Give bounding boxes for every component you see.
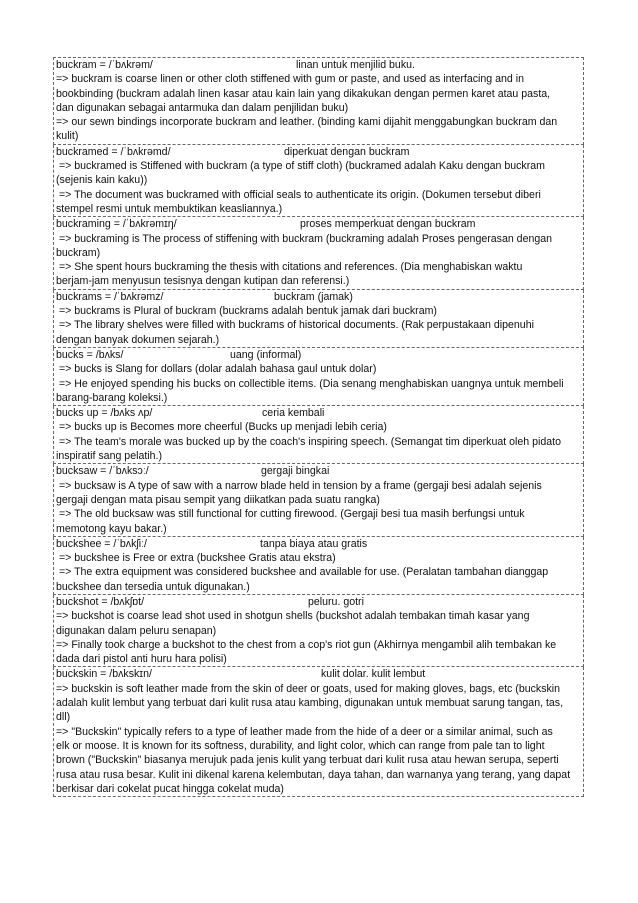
entry-line: => He enjoyed spending his bucks on collectible items. (Dia senang menghabiskan uangnya untuk membeli bbox=[56, 377, 564, 390]
dictionary-entry bbox=[53, 595, 584, 667]
entry-header bbox=[56, 464, 581, 478]
entry-meaning: linan untuk menjilid buku. bbox=[296, 59, 415, 71]
entry-header bbox=[56, 217, 581, 231]
entry-line: memotong kayu bakar.) bbox=[56, 522, 167, 535]
dictionary-entry bbox=[53, 464, 584, 536]
entry-meaning: ceria kembali bbox=[262, 407, 325, 420]
entry-line: adalah kulit lembut yang terbuat dari kulit rusa atau kambing, digunakan untuk membuat sarung tangan, tas, bbox=[56, 697, 564, 710]
entry-header bbox=[56, 145, 581, 159]
entry-line: inspiratif sang pelatih.) bbox=[56, 450, 162, 463]
entry-line: => The old bucksaw was still functional for cutting firewood. (Gergaji besi tua masih berfungsi untuk bbox=[56, 508, 525, 521]
dictionary-entry bbox=[53, 57, 584, 145]
entry-line: => buckskin is soft leather made from the skin of deer or goats, used for making gloves, bags, etc (buckskin bbox=[56, 682, 561, 695]
dictionary-entry bbox=[53, 406, 584, 464]
entry-line: => buckraming is The process of stiffening with buckram (buckraming adalah Proses pengerasan dengan bbox=[56, 232, 553, 245]
entry-term: buckram = /ˈbʌkrəm/ bbox=[56, 59, 153, 71]
entry-header bbox=[56, 406, 581, 420]
entry-line: => "Buckskin" typically refers to a type of leather made from the hide of a deer or a similar animal, such as bbox=[56, 725, 553, 738]
entry-line: barang-barang koleksi.) bbox=[56, 391, 168, 404]
entry-line: stempel resmi untuk membuktikan keasliannya.) bbox=[56, 202, 283, 215]
dictionary-entry bbox=[53, 145, 584, 217]
entry-line: => buckramed is Stiffened with buckram (a type of stiff cloth) (buckramed adalah Kaku dengan buckram bbox=[56, 160, 545, 173]
entry-line: => She spent hours buckraming the thesis with citations and references. (Dia menghabiskan waktu bbox=[56, 261, 523, 274]
entry-line: gergaji dengan mata pisau sempit yang diikatkan pada suatu rangka) bbox=[56, 493, 380, 506]
entry-line: => buckshot is coarse lead shot used in shotgun shells (buckshot adalah tembakan timah kasar yang bbox=[56, 610, 530, 623]
entry-line: => bucks up is Becomes more cheerful (Bucks up menjadi lebih ceria) bbox=[56, 421, 387, 434]
entry-line: bookbinding (buckram adalah linen kasar atau kain lain yang dikakukan dengan permen karet atau pasta, bbox=[56, 87, 551, 100]
entry-line: => our sewn bindings incorporate buckram and leather. (binding kami dijahit menggabungkan buckram dan bbox=[56, 116, 558, 129]
entry-term: bucks up = /bʌks ʌp/ bbox=[56, 407, 153, 420]
dictionary-entry bbox=[53, 217, 584, 289]
entry-line: dengan banyak dokumen sejarah.) bbox=[56, 333, 220, 346]
entry-line: dada dari pistol anti huru hara polisi) bbox=[56, 653, 227, 666]
entry-meaning: peluru. gotri bbox=[308, 595, 364, 608]
entry-header bbox=[56, 290, 581, 304]
entry-meaning: diperkuat dengan buckram bbox=[284, 145, 410, 158]
entry-term: bucksaw = /ˈbʌksɔː/ bbox=[56, 465, 149, 478]
entry-line: => Finally took charge a buckshot to the chest from a cop's riot gun (Akhirnya mengambil alih tembakan ke bbox=[56, 638, 557, 651]
entry-line: => bucks is Slang for dollars (dolar adalah bahasa gaul untuk dolar) bbox=[56, 363, 377, 376]
entry-line: dan digunakan sebagai antarmuka dan dalam penjilidan buku) bbox=[56, 101, 349, 114]
entry-line: => buckram is coarse linen or other cloth stiffened with gum or paste, and used as interfacing and in bbox=[56, 73, 524, 86]
entry-line: => buckrams is Plural of buckram (buckrams adalah bentuk jamak dari buckram) bbox=[56, 305, 437, 318]
entry-header bbox=[56, 667, 581, 681]
entry-line: => bucksaw is A type of saw with a narrow blade held in tension by a frame (gergaji besi adalah sejenis bbox=[56, 479, 542, 492]
entry-line: buckram) bbox=[56, 246, 101, 259]
entry-header bbox=[56, 595, 581, 609]
entry-term: buckskin = /bʌkskɪn/ bbox=[56, 668, 152, 681]
entry-meaning: gergaji bingkai bbox=[261, 465, 330, 478]
entry-line: elk or moose. It is known for its softness, durability, and light color, which can range from pale tan to light bbox=[56, 739, 545, 752]
entry-line: berkisar dari cokelat pucat hingga cokelat muda) bbox=[56, 782, 284, 795]
entry-line: rusa atau rusa besar. Kulit ini dikenal karena kelembutan, daya tahan, dan warnanya yang terang, yang dapat bbox=[56, 768, 571, 781]
dictionary-entry bbox=[53, 537, 584, 595]
entry-meaning: kulit dolar. kulit lembut bbox=[321, 668, 426, 681]
entry-line: => The library shelves were filled with buckrams of historical documents. (Rak perpustakaan dipenuhi bbox=[56, 319, 534, 332]
entry-header bbox=[56, 58, 581, 72]
entry-line: dll) bbox=[56, 711, 71, 724]
entry-term: buckrams = /ˈbʌkrəmz/ bbox=[56, 290, 164, 303]
dictionary-entry bbox=[53, 667, 584, 797]
entry-line: => The team's morale was bucked up by the coach's inspiring speech. (Semangat tim diperkuat oleh pidato bbox=[56, 435, 561, 448]
entry-line: digunakan dalam peluru senapan) bbox=[56, 624, 217, 637]
entry-line: => buckshee is Free or extra (buckshee Gratis atau ekstra) bbox=[56, 552, 336, 565]
entry-term: buckraming = /ˈbʌkrəmɪŋ/ bbox=[56, 218, 177, 231]
entry-meaning: uang (informal) bbox=[230, 348, 302, 361]
dictionary-page bbox=[53, 57, 584, 797]
entry-header bbox=[56, 537, 581, 551]
entry-line: (sejenis kain kaku)) bbox=[56, 174, 148, 187]
entry-line: brown ("Buckskin" biasanya merujuk pada jenis kulit yang terbuat dari kulit rusa atau hewan serupa, seperti bbox=[56, 754, 559, 767]
entry-header bbox=[56, 348, 581, 362]
entry-line: kulit) bbox=[56, 130, 79, 143]
entry-meaning: buckram (jamak) bbox=[274, 290, 353, 303]
entry-meaning: proses memperkuat dengan buckram bbox=[300, 218, 476, 231]
entry-line: => The extra equipment was considered buckshee and available for use. (Peralatan tambahan dianggap bbox=[56, 566, 549, 579]
entry-line: => The document was buckramed with official seals to authenticate its origin. (Dokumen tersebut diberi bbox=[56, 188, 541, 201]
entry-line: berjam-jam menyusun tesisnya dengan kutipan dan referensi.) bbox=[56, 275, 350, 288]
dictionary-entry bbox=[53, 290, 584, 348]
entry-term: buckshot = /bʌkʃɒt/ bbox=[56, 595, 145, 608]
entry-term: bucks = /bʌks/ bbox=[56, 348, 124, 361]
entry-line: buckshee dan tersedia untuk digunakan.) bbox=[56, 580, 250, 593]
dictionary-entry bbox=[53, 348, 584, 406]
entry-term: buckshee = /ˈbʌkʃiː/ bbox=[56, 537, 147, 550]
entry-term: buckramed = /ˈbʌkrəmd/ bbox=[56, 145, 171, 158]
entry-meaning: tanpa biaya atau gratis bbox=[260, 537, 368, 550]
